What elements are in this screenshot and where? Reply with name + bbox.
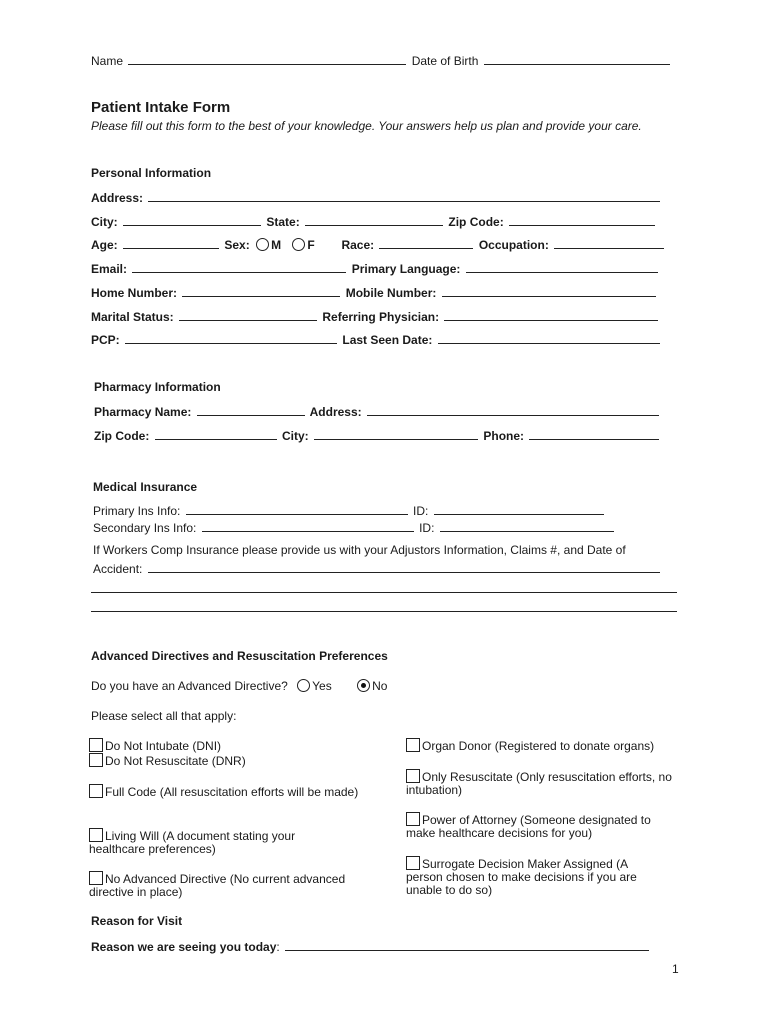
race-label: Race:	[341, 238, 375, 252]
surrogate-label: Surrogate Decision Maker Assigned (A person chosen to make decisions if you are unable to do so)	[406, 857, 637, 897]
pharmacy-address-label: Address:	[309, 405, 362, 419]
pharmacy-name-row	[94, 404, 661, 419]
power-of-attorney-label: Power of Attorney (Someone designated to make healthcare decisions for you)	[406, 813, 651, 840]
sex-m-label: M	[271, 238, 282, 252]
full-code-label: Full Code (All resuscitation efforts will be made)	[105, 785, 359, 799]
zip-label: Zip Code:	[448, 215, 504, 229]
pcp-row	[91, 332, 662, 347]
organ-donor-checkbox[interactable]	[406, 738, 420, 752]
primary-id-field[interactable]	[434, 503, 604, 515]
insurance-heading: Medical Insurance	[93, 480, 198, 494]
pharmacy-phone-label: Phone:	[483, 429, 525, 443]
age-label: Age:	[91, 238, 118, 252]
zip-field[interactable]	[509, 214, 655, 226]
surrogate-checkbox[interactable]	[406, 856, 420, 870]
accident-row	[93, 561, 662, 576]
sex-f-radio[interactable]	[292, 238, 305, 251]
dni-label: Do Not Intubate (DNI)	[105, 739, 222, 753]
surrogate-option[interactable]	[406, 856, 662, 897]
city-label: City:	[91, 215, 118, 229]
address-field[interactable]	[148, 190, 660, 202]
sex-m-radio[interactable]	[256, 238, 269, 251]
dnr-checkbox[interactable]	[89, 753, 103, 767]
mobile-number-field[interactable]	[442, 285, 656, 297]
city-field[interactable]	[123, 214, 261, 226]
full-code-checkbox[interactable]	[89, 784, 103, 798]
referring-physician-field[interactable]	[444, 309, 658, 321]
pharmacy-name-field[interactable]	[197, 404, 305, 416]
only-resuscitate-option[interactable]	[406, 769, 676, 797]
pharmacy-name-label: Pharmacy Name:	[94, 405, 192, 419]
address-row	[91, 190, 662, 205]
age-field[interactable]	[123, 237, 219, 249]
marital-status-label: Marital Status:	[91, 310, 174, 324]
directive-question: Do you have an Advanced Directive?	[91, 679, 288, 693]
accident-field[interactable]	[148, 561, 660, 573]
no-directive-option[interactable]	[89, 871, 369, 899]
form-subtitle: Please fill out this form to the best of your knowledge. Your answers help us plan and provide your care.	[91, 119, 642, 133]
accident-label: Accident:	[93, 562, 143, 576]
mobile-number-label: Mobile Number:	[345, 286, 437, 300]
only-resuscitate-checkbox[interactable]	[406, 769, 420, 783]
sex-label: Sex:	[224, 238, 250, 252]
directive-yes-radio[interactable]	[297, 679, 310, 692]
directive-no-label: No	[372, 679, 388, 693]
extra-line-2[interactable]	[91, 611, 677, 612]
city-row	[91, 214, 657, 229]
phone-row	[91, 285, 658, 300]
state-label: State:	[266, 215, 300, 229]
pharmacy-zip-label: Zip Code:	[94, 429, 150, 443]
sex-f-label: F	[307, 238, 315, 252]
home-number-label: Home Number:	[91, 286, 178, 300]
occupation-field[interactable]	[554, 237, 664, 249]
header-line	[91, 53, 672, 68]
secondary-ins-row	[93, 520, 616, 535]
pharmacy-address-field[interactable]	[367, 404, 659, 416]
primary-language-field[interactable]	[466, 261, 658, 273]
primary-language-label: Primary Language:	[351, 262, 461, 276]
dnr-label: Do Not Resuscitate (DNR)	[105, 754, 246, 768]
occupation-label: Occupation:	[478, 238, 549, 252]
age-row	[91, 237, 666, 252]
organ-donor-label: Organ Donor (Registered to donate organs)	[422, 739, 655, 753]
secondary-ins-field[interactable]	[202, 520, 414, 532]
directives-heading: Advanced Directives and Resuscitation Preferences	[91, 649, 388, 663]
pharmacy-zip-field[interactable]	[155, 428, 277, 440]
directive-yes-label: Yes	[312, 679, 332, 693]
name-label: Name	[91, 54, 124, 68]
marital-row	[91, 309, 660, 324]
no-directive-checkbox[interactable]	[89, 871, 103, 885]
pharmacy-heading: Pharmacy Information	[94, 380, 221, 394]
last-seen-field[interactable]	[438, 332, 660, 344]
dob-label: Date of Birth	[411, 54, 479, 68]
secondary-id-field[interactable]	[440, 520, 614, 532]
only-resuscitate-label: Only Resuscitate (Only resuscitation efforts, no intubation)	[406, 770, 672, 797]
personal-heading: Personal Information	[91, 166, 212, 180]
visit-question: Reason we are seeing you today	[91, 940, 277, 954]
home-number-field[interactable]	[182, 285, 340, 297]
extra-line-1[interactable]	[91, 592, 677, 593]
state-field[interactable]	[305, 214, 443, 226]
living-will-option[interactable]	[89, 828, 329, 856]
dob-field[interactable]	[484, 53, 670, 65]
primary-ins-label: Primary Ins Info:	[93, 504, 181, 518]
secondary-id-label: ID:	[419, 521, 435, 535]
power-of-attorney-checkbox[interactable]	[406, 812, 420, 826]
address-label: Address:	[91, 191, 144, 205]
primary-id-label: ID:	[413, 504, 429, 518]
last-seen-label: Last Seen Date:	[342, 333, 433, 347]
pharmacy-city-field[interactable]	[314, 428, 478, 440]
visit-colon: :	[276, 940, 280, 954]
pharmacy-city-label: City:	[282, 429, 309, 443]
no-directive-label: No Advanced Directive (No current advanced directive in place)	[89, 872, 346, 899]
email-label: Email:	[91, 262, 128, 276]
workers-comp-text: If Workers Comp Insurance please provide us with your Adjustors Information, Claims #, and Date of	[93, 543, 626, 557]
select-all-text: Please select all that apply:	[91, 709, 237, 723]
name-field[interactable]	[128, 53, 406, 65]
primary-ins-field[interactable]	[186, 503, 408, 515]
secondary-ins-label: Secondary Ins Info:	[93, 521, 197, 535]
primary-ins-row	[93, 503, 606, 518]
power-of-attorney-option[interactable]	[406, 812, 672, 840]
marital-status-field[interactable]	[179, 309, 317, 321]
organ-donor-option[interactable]	[406, 738, 654, 753]
pharmacy-zip-row	[94, 428, 661, 443]
pcp-label: PCP:	[91, 333, 120, 347]
page-number: 1	[672, 962, 679, 976]
dnr-option[interactable]	[89, 753, 246, 768]
pharmacy-phone-field[interactable]	[529, 428, 659, 440]
visit-field[interactable]	[285, 939, 649, 951]
email-field[interactable]	[132, 261, 346, 273]
form-title: Patient Intake Form	[91, 99, 231, 116]
visit-heading: Reason for Visit	[91, 914, 183, 928]
visit-row	[91, 939, 651, 954]
full-code-option[interactable]	[89, 784, 359, 799]
living-will-label: Living Will (A document stating your healthcare preferences)	[89, 829, 296, 856]
race-field[interactable]	[379, 237, 473, 249]
directive-question-row	[91, 679, 387, 693]
dni-checkbox[interactable]	[89, 738, 103, 752]
living-will-checkbox[interactable]	[89, 828, 103, 842]
email-row	[91, 261, 660, 276]
pcp-field[interactable]	[125, 332, 337, 344]
referring-physician-label: Referring Physician:	[322, 310, 440, 324]
dni-option[interactable]	[89, 738, 221, 753]
directive-no-radio[interactable]	[357, 679, 370, 692]
